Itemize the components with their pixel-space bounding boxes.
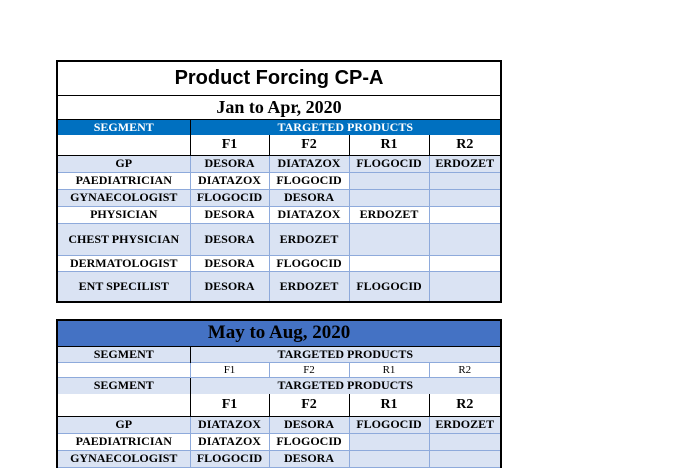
column-header-r2: R2 — [429, 394, 501, 416]
product-cell: ERDOZET — [269, 271, 349, 302]
product-cell: DIATAZOX — [190, 416, 269, 433]
column-header-f2: F2 — [269, 394, 349, 416]
table-row — [57, 206, 501, 223]
segment-header: SEGMENT — [57, 377, 190, 394]
column-header-f1: F1 — [190, 394, 269, 416]
product-cell — [349, 433, 429, 450]
blank-cell — [57, 362, 190, 377]
product-cell: DESORA — [269, 450, 349, 467]
product-cell: FLOGOCID — [269, 433, 349, 450]
table-title: Product Forcing CP-A — [57, 61, 501, 95]
product-cell — [429, 433, 501, 450]
blank-cell — [57, 394, 190, 416]
table-row — [57, 433, 501, 450]
product-forcing-table-1 — [56, 60, 500, 303]
product-cell: DESORA — [190, 271, 269, 302]
segment-cell: GYNAECOLOGIST — [57, 450, 190, 467]
column-header-f2: F2 — [269, 362, 349, 377]
product-cell — [429, 206, 501, 223]
table-row — [57, 189, 501, 206]
targeted-products-header: TARGETED PRODUCTS — [190, 119, 501, 135]
table-row — [57, 155, 501, 172]
table-row — [57, 271, 501, 302]
segment-cell: DERMATOLOGIST — [57, 255, 190, 271]
product-cell: ERDOZET — [429, 416, 501, 433]
table-row — [57, 223, 501, 255]
segment-cell: PAEDIATRICIAN — [57, 433, 190, 450]
product-cell: DESORA — [269, 189, 349, 206]
segment-cell: GYNAECOLOGIST — [57, 189, 190, 206]
blank-cell — [57, 135, 190, 155]
product-cell: DESORA — [190, 223, 269, 255]
segment-cell: PAEDIATRICIAN — [57, 172, 190, 189]
product-cell: DIATAZOX — [190, 433, 269, 450]
column-header-r1: R1 — [349, 135, 429, 155]
product-cell: DESORA — [269, 416, 349, 433]
segment-header: SEGMENT — [57, 119, 190, 135]
product-cell — [349, 172, 429, 189]
product-cell: DIATAZOX — [269, 206, 349, 223]
segment-cell: ENT SPECILIST — [57, 271, 190, 302]
product-cell: FLOGOCID — [349, 416, 429, 433]
product-cell — [429, 271, 501, 302]
column-header-f1: F1 — [190, 135, 269, 155]
period-label: May to Aug, 2020 — [57, 320, 501, 346]
segment-cell: GP — [57, 155, 190, 172]
column-header-f2: F2 — [269, 135, 349, 155]
period-label: Jan to Apr, 2020 — [57, 95, 501, 119]
table-row — [57, 416, 501, 433]
product-cell — [349, 189, 429, 206]
segment-header: SEGMENT — [57, 346, 190, 362]
product-cell — [429, 223, 501, 255]
product-cell: ERDOZET — [349, 206, 429, 223]
column-header-r2: R2 — [429, 362, 501, 377]
product-cell: FLOGOCID — [349, 271, 429, 302]
product-cell: FLOGOCID — [269, 255, 349, 271]
column-header-r2: R2 — [429, 135, 501, 155]
product-cell: FLOGOCID — [269, 172, 349, 189]
targeted-products-header: TARGETED PRODUCTS — [190, 346, 501, 362]
product-forcing-table-2 — [56, 319, 500, 468]
product-cell — [429, 189, 501, 206]
column-header-r1: R1 — [349, 394, 429, 416]
product-cell: FLOGOCID — [190, 189, 269, 206]
product-cell — [349, 223, 429, 255]
product-cell: ERDOZET — [429, 155, 501, 172]
column-header-r1: R1 — [349, 362, 429, 377]
table-row — [57, 255, 501, 271]
product-cell: FLOGOCID — [349, 155, 429, 172]
product-cell: ERDOZET — [269, 223, 349, 255]
column-header-f1: F1 — [190, 362, 269, 377]
product-cell: DESORA — [190, 255, 269, 271]
segment-cell: CHEST PHYSICIAN — [57, 223, 190, 255]
product-cell — [349, 255, 429, 271]
product-cell: DESORA — [190, 155, 269, 172]
targeted-products-header: TARGETED PRODUCTS — [190, 377, 501, 394]
product-cell: FLOGOCID — [190, 450, 269, 467]
segment-cell: PHYSICIAN — [57, 206, 190, 223]
product-cell — [429, 255, 501, 271]
product-cell: DESORA — [190, 206, 269, 223]
table-row — [57, 172, 501, 189]
segment-cell: GP — [57, 416, 190, 433]
product-cell: DIATAZOX — [190, 172, 269, 189]
product-cell — [429, 172, 501, 189]
product-cell: DIATAZOX — [269, 155, 349, 172]
